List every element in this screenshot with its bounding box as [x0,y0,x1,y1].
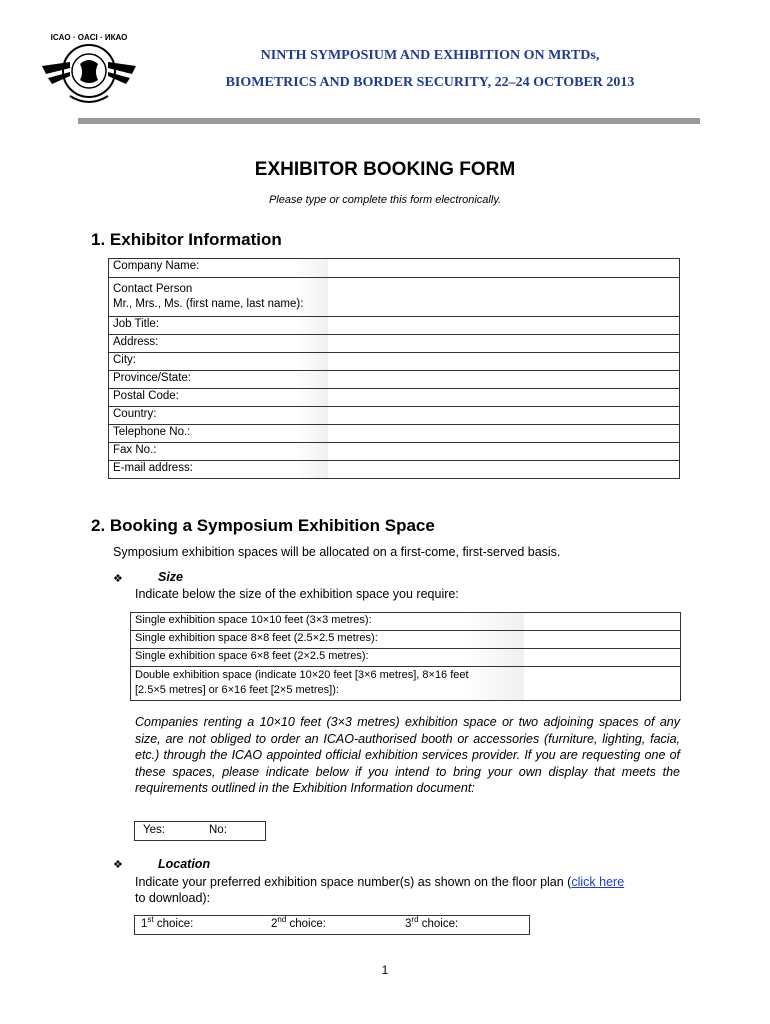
floor-plan-link[interactable]: click here [571,875,625,889]
section2-heading: 2. Booking a Symposium Exhibition Space [91,516,435,535]
location-instruction [135,874,685,906]
own-display-box [134,821,266,841]
contact-person-line1: Contact Person [113,283,193,295]
diamond-bullet-icon: ❖ [113,573,123,585]
city-field[interactable] [328,353,680,371]
choice-1-text: choice: [156,918,194,930]
choice-1-label [141,915,194,930]
choice-3-label [405,915,459,930]
page-number: 1 [381,963,389,977]
size-option-10x10: Single exhibition space 10×10 feet (3×3 metres): [131,613,524,631]
address-label: Address: [109,335,328,353]
size-option-double-line1: Double exhibition space (indicate 10×20 feet [3×6 metres], 8×16 feet [135,669,469,681]
size-option-8x8: Single exhibition space 8×8 feet (2.5×2.5 metres): [131,631,524,649]
telephone-field[interactable] [328,425,680,443]
page-subtitle: Please type or complete this form electronically. [268,194,502,206]
choice-2-field[interactable] [339,917,399,933]
address-field[interactable] [328,335,680,353]
choice-2-sup: nd [277,915,287,925]
telephone-label: Telephone No.: [109,425,328,443]
header-divider [78,118,700,124]
postal-code-field[interactable] [328,389,680,407]
contact-person-field[interactable] [328,278,680,317]
fax-field[interactable] [328,443,680,461]
contact-person-line2: Mr., Mrs., Ms. (first name, last name): [113,298,304,310]
choice-1-field[interactable] [203,917,263,933]
page-title: EXHIBITOR BOOKING FORM [254,159,516,180]
choice-2-num: 2 [271,918,278,930]
email-label: E-mail address: [109,461,328,479]
section1-heading: 1. Exhibitor Information [91,230,282,249]
choice-3-sup: rd [411,915,419,925]
choice-1-num: 1 [141,918,148,930]
size-10x10-field[interactable] [524,613,681,631]
province-state-label: Province/State: [109,371,328,389]
choice-3-field[interactable] [473,917,527,933]
contact-person-label [109,278,328,317]
choice-3-text: choice: [421,918,459,930]
choice-3-num: 3 [405,918,412,930]
size-option-double-line2: [2.5×5 metres] or 6×16 feet [2×5 metres]): [135,684,339,696]
size-instruction: Indicate below the size of the exhibition space you require: [135,587,459,601]
no-field[interactable] [233,823,263,839]
size-title: Size [158,570,184,584]
icao-logo [40,28,138,114]
country-label: Country: [109,407,328,425]
choice-1-sup: st [147,915,154,925]
size-option-6x8: Single exhibition space 6×8 feet (2×2.5 metres): [131,649,524,667]
choice-2-label [271,915,326,930]
size-double-field[interactable] [524,667,681,701]
city-label: City: [109,353,328,371]
postal-code-label: Postal Code: [109,389,328,407]
section2-intro: Symposium exhibition spaces will be allocated on a first-come, first-served basis. [113,545,561,559]
location-instruction-pre: Indicate your preferred exhibition space number(s) as shown on the floor plan ( [135,875,572,889]
exhibitor-info-table [108,258,680,479]
job-title-field[interactable] [328,317,680,335]
fax-label: Fax No.: [109,443,328,461]
logo-text: ICAO · OACI · ИКАО [50,33,128,42]
company-name-label: Company Name: [109,259,328,278]
province-state-field[interactable] [328,371,680,389]
size-6x8-field[interactable] [524,649,681,667]
booth-note: Companies renting a 10×10 feet (3×3 metres) exhibition space or two adjoining spaces of any size, are not obliged to order an ICAO-authorised booth or accessories (furniture, lighting, facia, etc.) through the ICAO appointed official exhibition services provider. If you are requesting one of these spaces, please indicate below if you intend to bring your own display that meets the requirements outlined in the Exhibition Information document: [135,715,680,795]
location-instruction-post: to download): [135,891,211,905]
company-name-field[interactable] [328,259,680,278]
location-choices-box [134,915,530,935]
choice-2-text: choice: [289,918,326,930]
no-label: No: [209,824,227,836]
header-line-2: BIOMETRICS AND BORDER SECURITY, 22–24 OCTOBER 2013 [225,75,635,90]
job-title-label: Job Title: [109,317,328,335]
country-field[interactable] [328,407,680,425]
location-title: Location [158,857,211,871]
size-8x8-field[interactable] [524,631,681,649]
size-option-double [131,667,524,701]
diamond-bullet-icon-2: ❖ [113,859,123,871]
size-table [130,612,681,701]
header-line-1: NINTH SYMPOSIUM AND EXHIBITION ON MRTDs, [260,48,600,63]
yes-label: Yes: [143,824,165,836]
yes-field[interactable] [171,823,201,839]
email-field[interactable] [328,461,680,479]
